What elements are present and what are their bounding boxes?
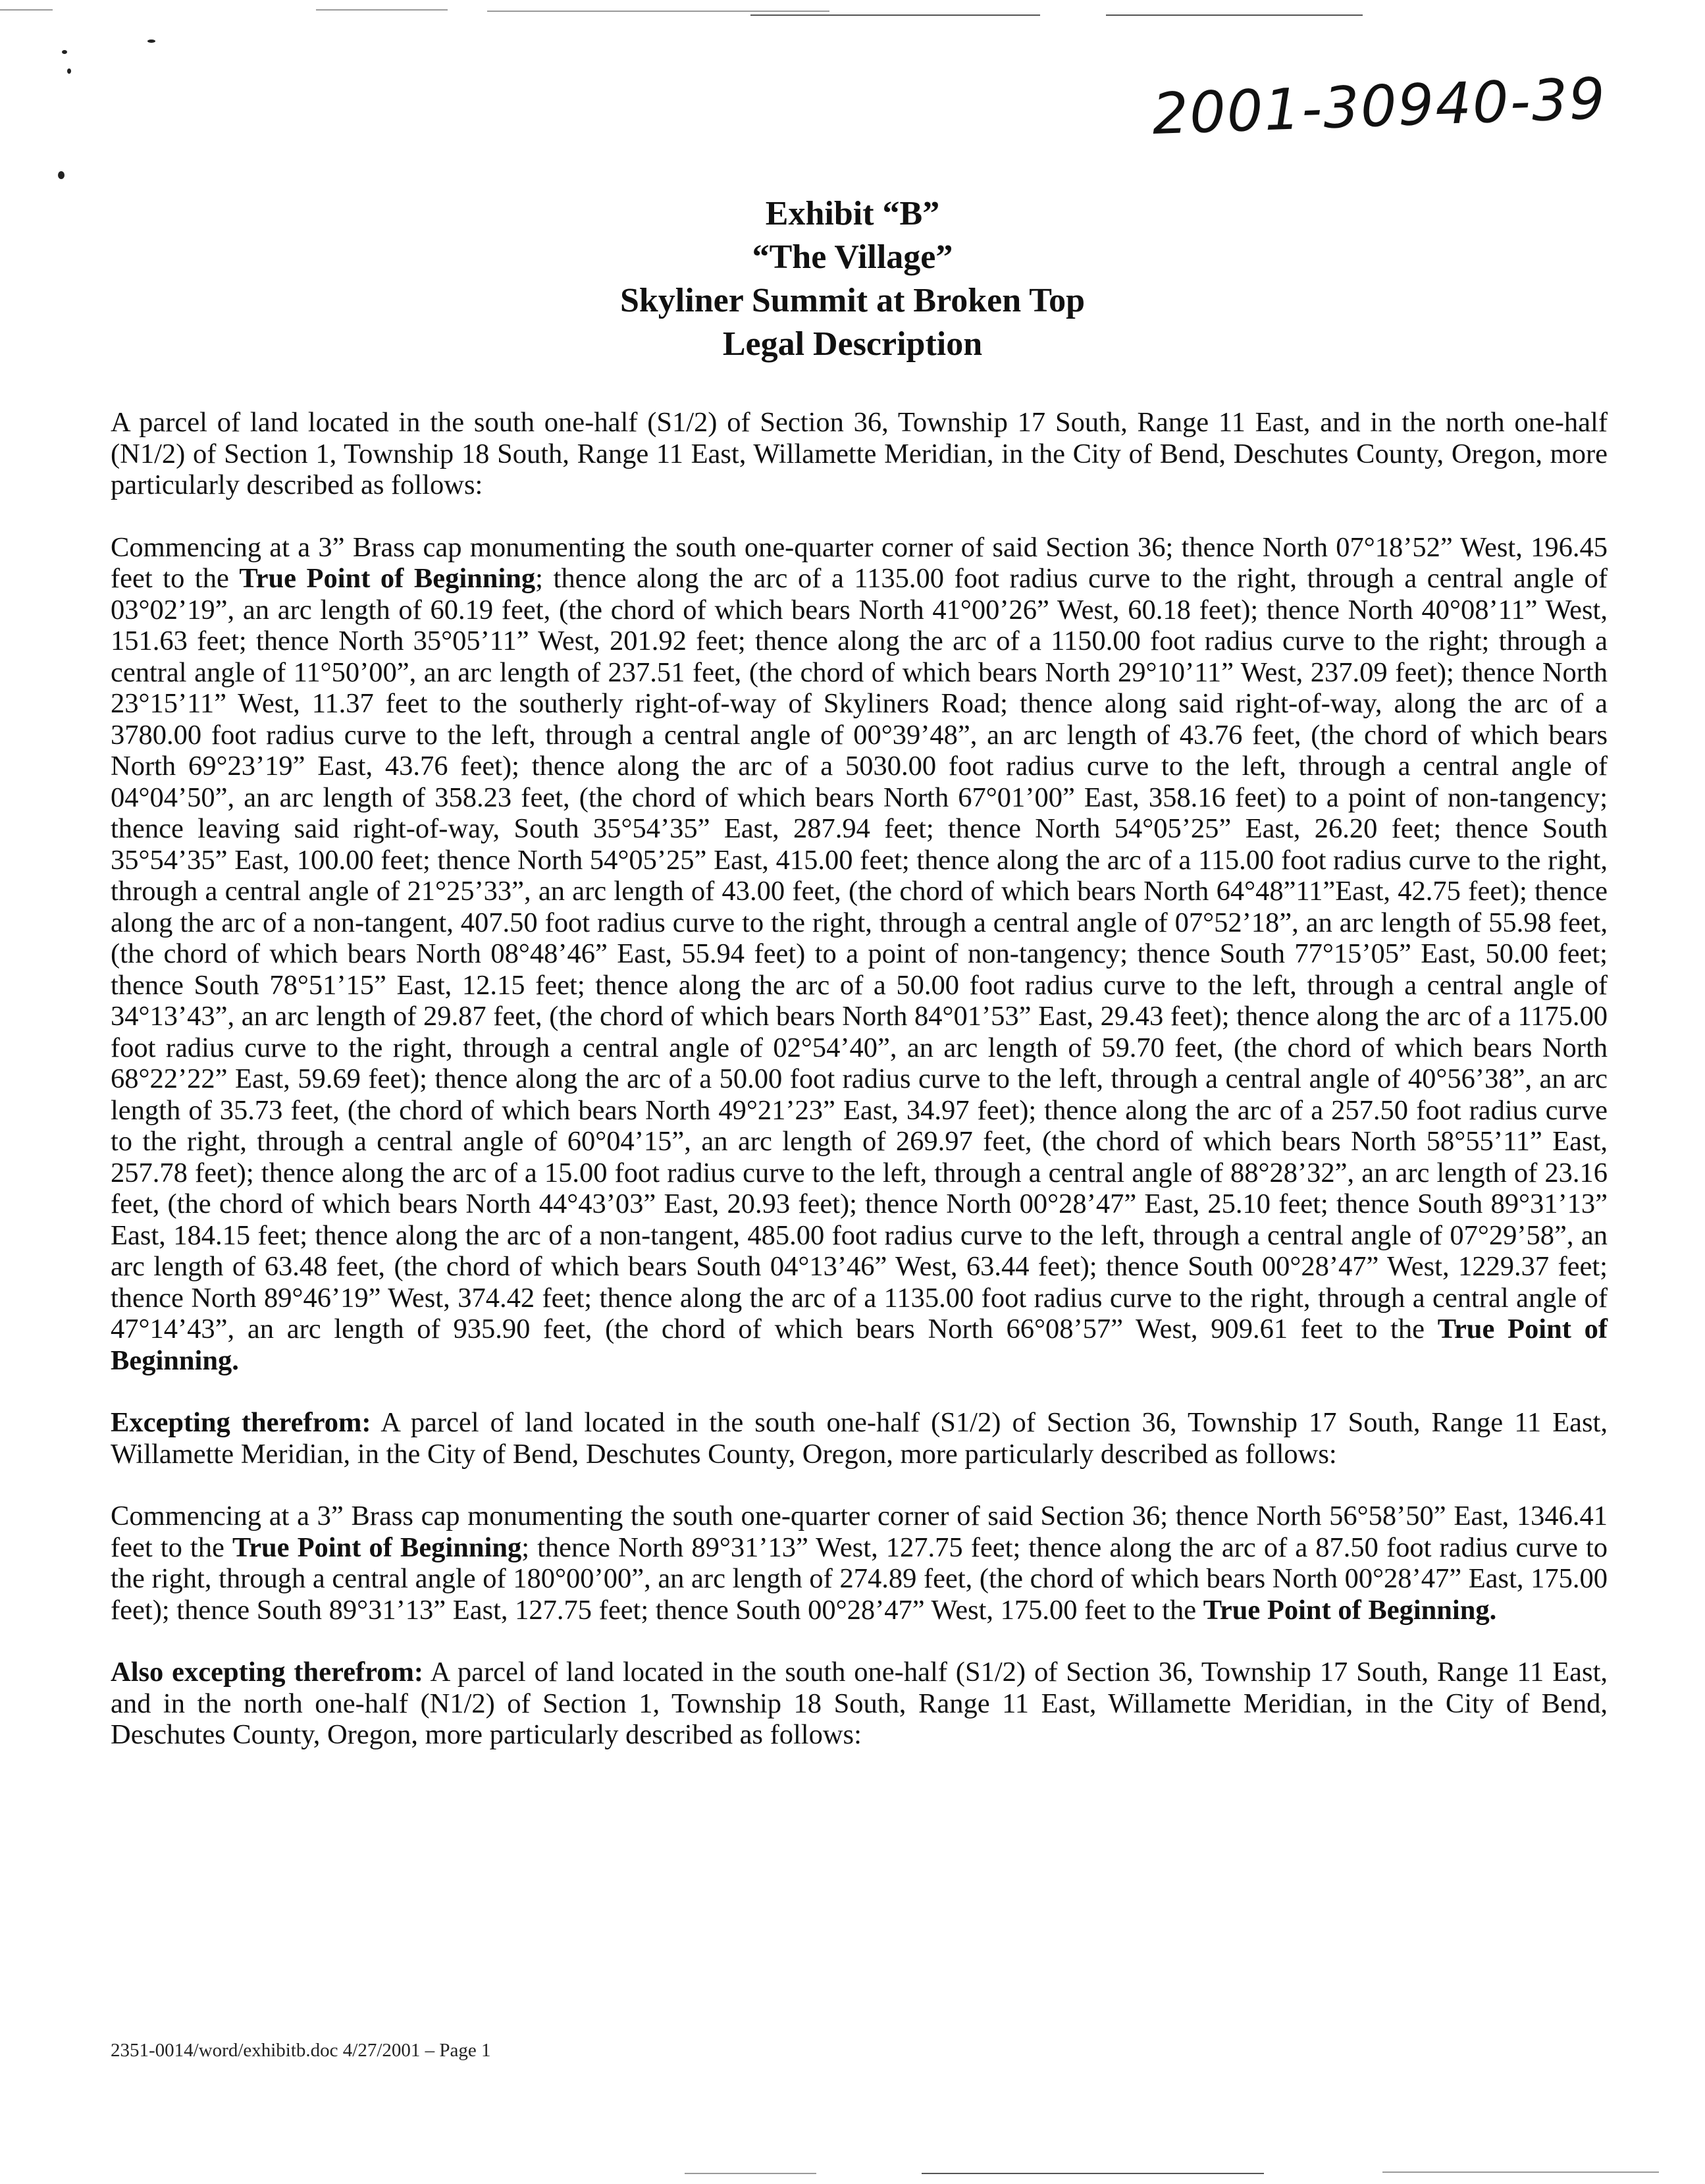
true-point-of-beginning: True Point of Beginning: [232, 1531, 522, 1563]
exception-2-paragraph: [111, 1657, 1608, 1751]
scan-artifact-line: [922, 2173, 1264, 2174]
scan-speck: [147, 40, 155, 43]
scan-artifact-line: [750, 14, 1040, 16]
scan-artifact-line: [487, 11, 829, 12]
exception-label: Excepting therefrom:: [111, 1407, 371, 1438]
title-line-exhibit: Exhibit “B”: [765, 195, 940, 232]
scan-speck: [58, 171, 65, 179]
intro-paragraph: A parcel of land located in the south one-half (S1/2) of Section 36, Township 17 South, Range 11 East, and in the north one-half (N1/2) of Section 1, Township 18 South, Range 11 East, Willamette Meridian, in the City of Bend, Deschutes County, Oregon, more particularly described as follows:: [111, 407, 1608, 500]
exception-label: Also excepting therefrom:: [111, 1657, 424, 1688]
scan-artifact-line: [316, 9, 448, 11]
main-description-text: ; thence along the arc of a 1135.00 foot radius curve to the right, through a central angle of 03°02’19”, an arc length of 60.19 feet, (the chord of which bears North 41°00’26” West, 60.18 feet); thence North 40°08’11” West, 151.63 feet; thence North 35°05’11” West, 201.92 feet; thence along the arc of a 1150.00 foot radius curve to the right; through a central angle of 11°50’00”, an arc length of 237.51 feet, (the chord of which bears North 29°10’11” West, 237.09 feet); thence North 23°15’11” West, 11.37 feet to the southerly right-of-way of Skyliners Road; thence along said right-of-way, along the arc of a 3780.00 foot radius curve to the left, through a central angle of 00°39’48”, an arc length of 43.76 feet, (the chord of which bears North 69°23’19” East, 43.76 feet); thence along the arc of a 5030.00 foot radius curve to the left, through a central angle of 04°04’50”, an arc length of 358.23 feet, (the chord of which bears North 67°01’00” East, 358.16 feet) to a point of non-tangency; thence leaving said right-of-way, South 35°54’35” East, 287.94 feet; thence North 54°05’25” East, 26.20 feet; thence South 35°54’35” East, 100.00 feet; thence North 54°05’25” East, 415.00 feet; thence along the arc of a 115.00 foot radius curve to the right, through a central angle of 21°25’33”, an arc length of 43.00 feet, (the chord of which bears North 64°48”11”East, 42.75 feet); thence along the arc of a non-tangent, 407.50 foot radius curve to the right, through a central angle of 07°52’18”, an arc length of 55.98 feet, (the chord of which bears North 08°48’46” East, 55.94 feet) to a point of non-tangency; thence South 77°15’05” East, 50.00 feet; thence South 78°51’15” East, 12.15 feet; thence along the arc of a 50.00 foot radius curve to the left, through a central angle of 34°13’43”, an arc length of 29.87 feet, (the chord of which bears North 84°01’53” East, 29.43 feet); thence along the arc of a 1175.00 foot radius curve to the right, through a central angle of 02°54’40”, an arc length of 59.70 feet, (the chord of which bears North 68°22’22” East, 59.69 feet); thence along the arc of a 50.00 foot radius curve to the left, through a central angle of 40°56’38”, an arc length of 35.73 feet, (the chord of which bears North 49°21’23” East, 34.97 feet); thence along the arc of a 257.50 foot radius curve to the right, through a central angle of 60°04’15”, an arc length of 269.97 feet, (the chord of which bears North 58°55’11” East, 257.78 feet); thence along the arc of a 15.00 foot radius curve to the left, through a central angle of 88°28’32”, an arc length of 23.16 feet, (the chord of which bears North 44°43’03” East, 20.93 feet); thence North 00°28’47” East, 25.10 feet; thence South 89°31’13” East, 184.15 feet; thence along the arc of a non-tangent, 485.00 foot radius curve to the left, through a central angle of 07°29’58”, an arc length of 63.48 feet, (the chord of which bears South 04°13’46” West, 63.44 feet); thence South 00°28’47” West, 1229.37 feet; thence North 89°46’19” West, 374.42 feet; thence along the arc of a 1135.00 foot radius curve to the right, through a central angle of 47°14’43”, an arc length of 935.90 feet, (the chord of which bears North 66°08’57” West, 909.61 feet to the: [111, 563, 1608, 1345]
scan-speck: [62, 50, 67, 54]
exception-description-text: ; thence North 89°31’13” West, 127.75 feet; thence along the arc of a 87.50 foot radius curve to the right, through a central angle of 180°00’00”, an arc length of 274.89 feet, (the chord of which bears North 00°28’47” East, 175.00 feet); thence South 89°31’13” East, 127.75 feet; thence South 00°28’47” West, 175.00 feet to the: [111, 1531, 1608, 1626]
scan-speck: [67, 68, 71, 74]
recording-number: 2001-30940-39: [1151, 66, 1608, 148]
document-title: [0, 192, 1705, 366]
exception-1-description-paragraph: [111, 1501, 1608, 1626]
scan-artifact-line: [1382, 2171, 1659, 2173]
page-footer: 2351-0014/word/exhibitb.doc 4/27/2001 – Page 1: [111, 2040, 491, 2061]
scan-artifact-line: [1106, 14, 1363, 16]
main-description-paragraph: [111, 532, 1608, 1377]
exception-text: A parcel of land located in the south one-half (S1/2) of Section 36, Township 17 South, Range 11 East, Willamette Meridian, in the City of Bend, Deschutes County, Oregon, more particularly described as follows:: [111, 1407, 1608, 1470]
exception-text: A parcel of land located in the south one-half (S1/2) of Section 36, Township 17 South, Range 11 East, and in the north one-half (N1/2) of Section 1, Township 18 South, Range 11 East, Willamette Meridian, in the City of Bend, Deschutes County, Oregon, more particularly described as follows:: [111, 1657, 1608, 1750]
title-line-subdivision: Skyliner Summit at Broken Top: [619, 282, 1086, 319]
exception-description-text: Commencing at a 3” Brass cap monumenting the south one-quarter corner of said Section 36; thence North 56°58’50” East, 1346.41 feet to the: [111, 1501, 1608, 1563]
title-line-legal-description: Legal Description: [722, 325, 983, 363]
true-point-of-beginning: True Point of Beginning.: [111, 1314, 1608, 1376]
title-line-village: “The Village”: [752, 238, 953, 276]
document-body: [111, 407, 1608, 1782]
true-point-of-beginning: True Point of Beginning: [239, 563, 536, 594]
scan-artifact-line: [0, 9, 53, 11]
exception-1-paragraph: [111, 1407, 1608, 1470]
true-point-of-beginning: True Point of Beginning.: [1203, 1594, 1497, 1626]
scan-artifact-line: [685, 2173, 816, 2174]
main-description-text: Commencing at a 3” Brass cap monumenting the south one-quarter corner of said Section 36; thence North 07°18’52” West, 196.45 feet to the: [111, 531, 1608, 594]
